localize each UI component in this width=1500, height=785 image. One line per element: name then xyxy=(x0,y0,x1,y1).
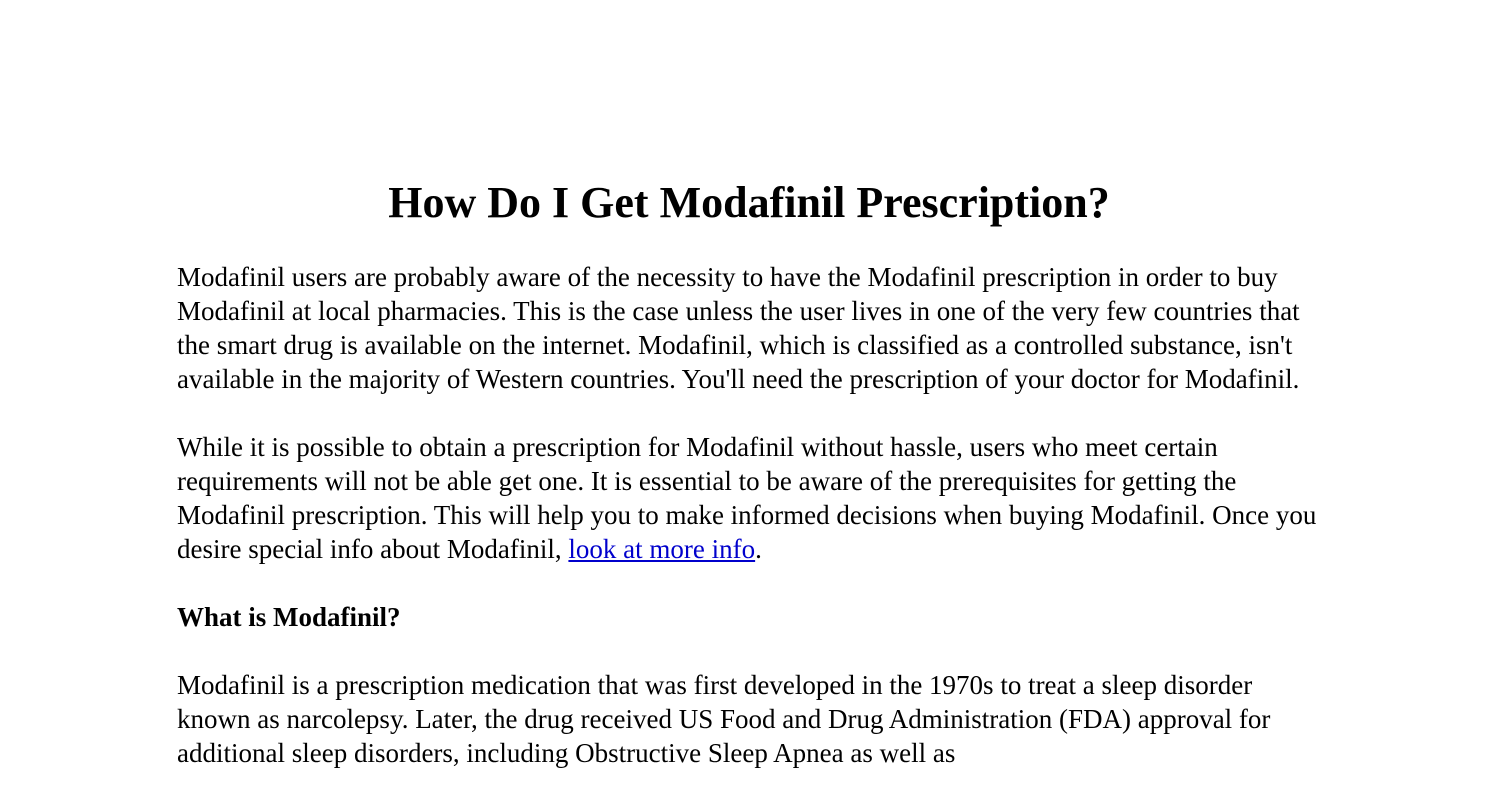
more-info-link[interactable]: look at more info xyxy=(568,534,756,564)
section-heading-what-is-modafinil: What is Modafinil? xyxy=(177,602,401,632)
page-title: How Do I Get Modafinil Prescription? xyxy=(388,178,1110,227)
paragraph-requirements-text: While it is possible to obtain a prescription for Modafinil without hassle, users who meet certain requirements will not be able get one. It is essential to be aware of the prerequisites for getting the Modafinil prescription. This will help you to make informed decisions when buying Modafinil. Once you desire special info about Modafinil, xyxy=(177,432,1317,564)
paragraph-what-is: Modafinil is a prescription medication that was first developed in the 1970s to treat a sleep disorder known as narcolepsy. Later, the drug received US Food and Drug Administration (FDA) approval for additional sleep disorders, including Obstructive Sleep Apnea as well as xyxy=(177,670,1271,768)
document-body xyxy=(177,260,1327,785)
paragraph-requirements-end: . xyxy=(755,534,762,564)
paragraph-intro: Modafinil users are probably aware of the necessity to have the Modafinil prescription in order to buy Modafinil at local pharmacies. This is the case unless the user lives in one of the very few countries that the smart drug is available on the internet. Modafinil, which is classified as a controlled substance, isn't available in the majority of Western countries. You'll need the prescription of your doctor for Modafinil. xyxy=(177,262,1300,394)
paragraph-requirements xyxy=(177,430,1327,566)
